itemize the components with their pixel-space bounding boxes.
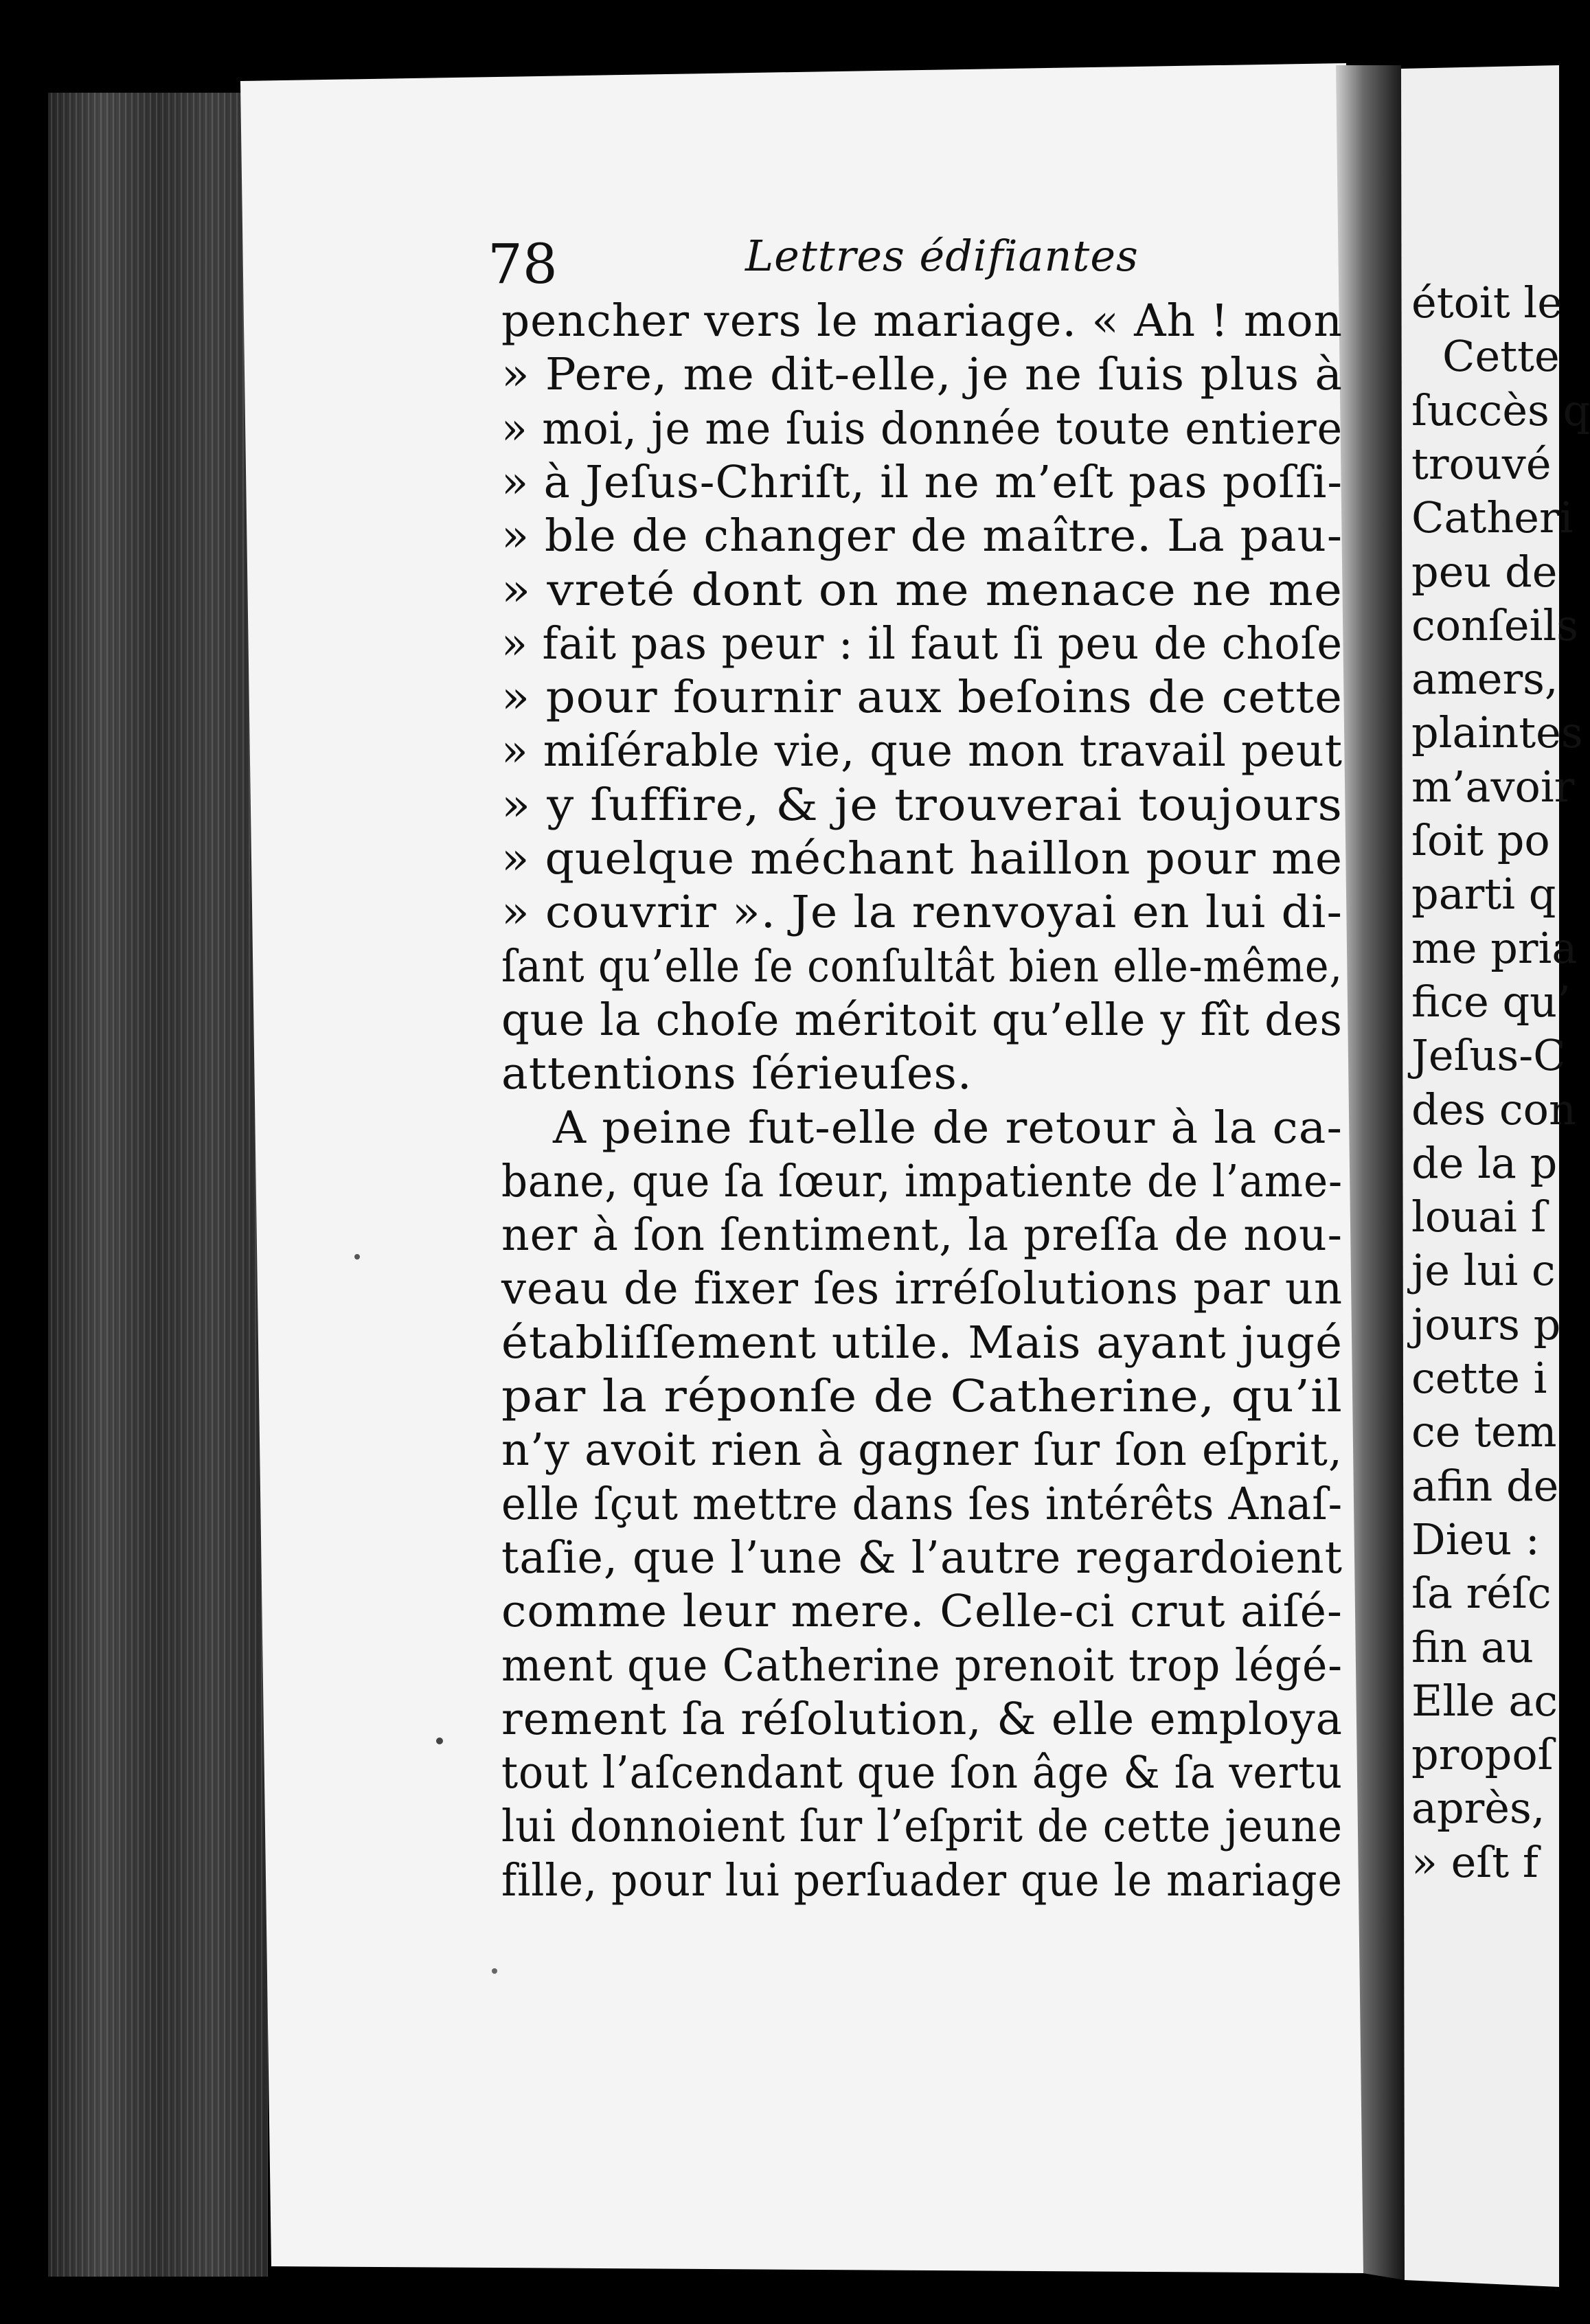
body-line: » Pere, me dit-elle, je ne ſuis plus à: [501, 349, 1343, 401]
facing-line: me pria: [1411, 922, 1578, 973]
facing-page-text: [1401, 0, 1590, 2324]
body-line: ment que Catherine prenoit trop légé-: [501, 1639, 1343, 1691]
body-line: taſie, que l’une & l’autre regardoient: [501, 1531, 1343, 1584]
facing-line: fin au: [1411, 1621, 1534, 1672]
facing-line: Catheri: [1411, 492, 1574, 543]
body-line: » couvrir ». Je la renvoyai en lui di-: [501, 887, 1343, 939]
body-line: établiſſement utile. Mais ayant jugé: [501, 1317, 1343, 1369]
facing-line: fice qu’: [1411, 976, 1571, 1027]
facing-line: m’avoir: [1411, 761, 1575, 812]
facing-line: louai ſ: [1411, 1192, 1547, 1242]
body-line: » miſérable vie, que mon travail peut: [501, 725, 1343, 777]
body-line: n’y avoit rien à gagner ſur ſon eſprit,: [501, 1424, 1343, 1477]
page-number: 78: [488, 232, 558, 296]
facing-line: Cette: [1442, 331, 1560, 382]
facing-line: ſa réſc: [1411, 1568, 1552, 1619]
facing-line: » eſt f: [1411, 1836, 1538, 1887]
body-line: A peine fut-elle de retour à la ca-: [553, 1102, 1343, 1154]
facing-line: conſeils: [1411, 600, 1579, 650]
body-line: rement ſa réſolution, & elle employa: [501, 1693, 1343, 1745]
facing-line: de la p: [1411, 1137, 1558, 1188]
facing-line: propoſ: [1411, 1729, 1554, 1780]
facing-line: Dieu :: [1411, 1514, 1540, 1564]
facing-line: Elle ac: [1411, 1675, 1558, 1726]
body-line: fille, pour lui perſuader que le mariage: [501, 1854, 1343, 1906]
facing-line: ſoit po: [1411, 815, 1550, 865]
facing-line: plaintes: [1411, 707, 1583, 758]
facing-line: après,: [1411, 1783, 1545, 1834]
facing-line: jours p: [1411, 1299, 1561, 1349]
body-line: elle ſçut mettre dans ſes intérêts Anaſ-: [501, 1478, 1343, 1530]
facing-line: peu de: [1411, 546, 1558, 597]
body-line: que la choſe méritoit qu’elle y fît des: [501, 994, 1343, 1046]
body-line: pencher vers le mariage. « Ah ! mon: [501, 295, 1343, 347]
facing-line: amers,: [1411, 654, 1558, 705]
body-line: par la réponſe de Catherine, qu’il: [501, 1371, 1343, 1422]
body-line: » ble de changer de maître. La pau-: [501, 510, 1343, 562]
body-line: comme leur mere. Celle-ci crut aiſé-: [501, 1586, 1343, 1638]
facing-line: ce tem: [1411, 1406, 1557, 1457]
body-line: » vreté dont on me menace ne me: [501, 564, 1343, 616]
running-title: Lettres édifiantes: [745, 231, 1139, 281]
body-line: ner à ſon ſentiment, la preſſa de nou-: [501, 1209, 1343, 1262]
facing-line: je lui c: [1411, 1245, 1556, 1296]
facing-line: parti q: [1411, 869, 1556, 920]
facing-line: afin de: [1411, 1460, 1559, 1511]
body-line: attentions ſérieuſes.: [501, 1048, 973, 1100]
body-line: tout l’aſcendant que ſon âge & ſa vertu: [501, 1747, 1343, 1799]
facing-line: étoit le: [1411, 277, 1563, 328]
facing-line: trouvé: [1411, 438, 1552, 489]
body-line: » y ſuffire, & je trouverai toujours: [501, 779, 1343, 831]
body-line: » moi, je me ſuis donnée toute entiere: [501, 402, 1343, 455]
facing-line: cette i: [1411, 1353, 1547, 1403]
body-line: veau de fixer ſes irréſolutions par un: [501, 1263, 1343, 1315]
body-line: » quelque méchant haillon pour me: [501, 833, 1343, 885]
facing-line: Jeſus-C: [1411, 1030, 1566, 1081]
facing-line: des con: [1411, 1084, 1576, 1135]
body-line: » fait pas peur : il faut ſi peu de choſe: [501, 617, 1343, 670]
body-line: lui donnoient ſur l’eſprit de cette jeune: [501, 1801, 1343, 1853]
body-line: » pour fournir aux beſoins de cette: [501, 672, 1343, 724]
facing-line: ſuccès q: [1411, 385, 1590, 435]
body-line: bane, que ſa ſœur, impatiente de l’ame-: [501, 1155, 1343, 1207]
body-line: » à Jeſus-Chriſt, il ne m’eſt pas poſſi-: [501, 456, 1343, 508]
body-line: ſant qu’elle ſe conſultât bien elle-même,: [501, 940, 1343, 992]
